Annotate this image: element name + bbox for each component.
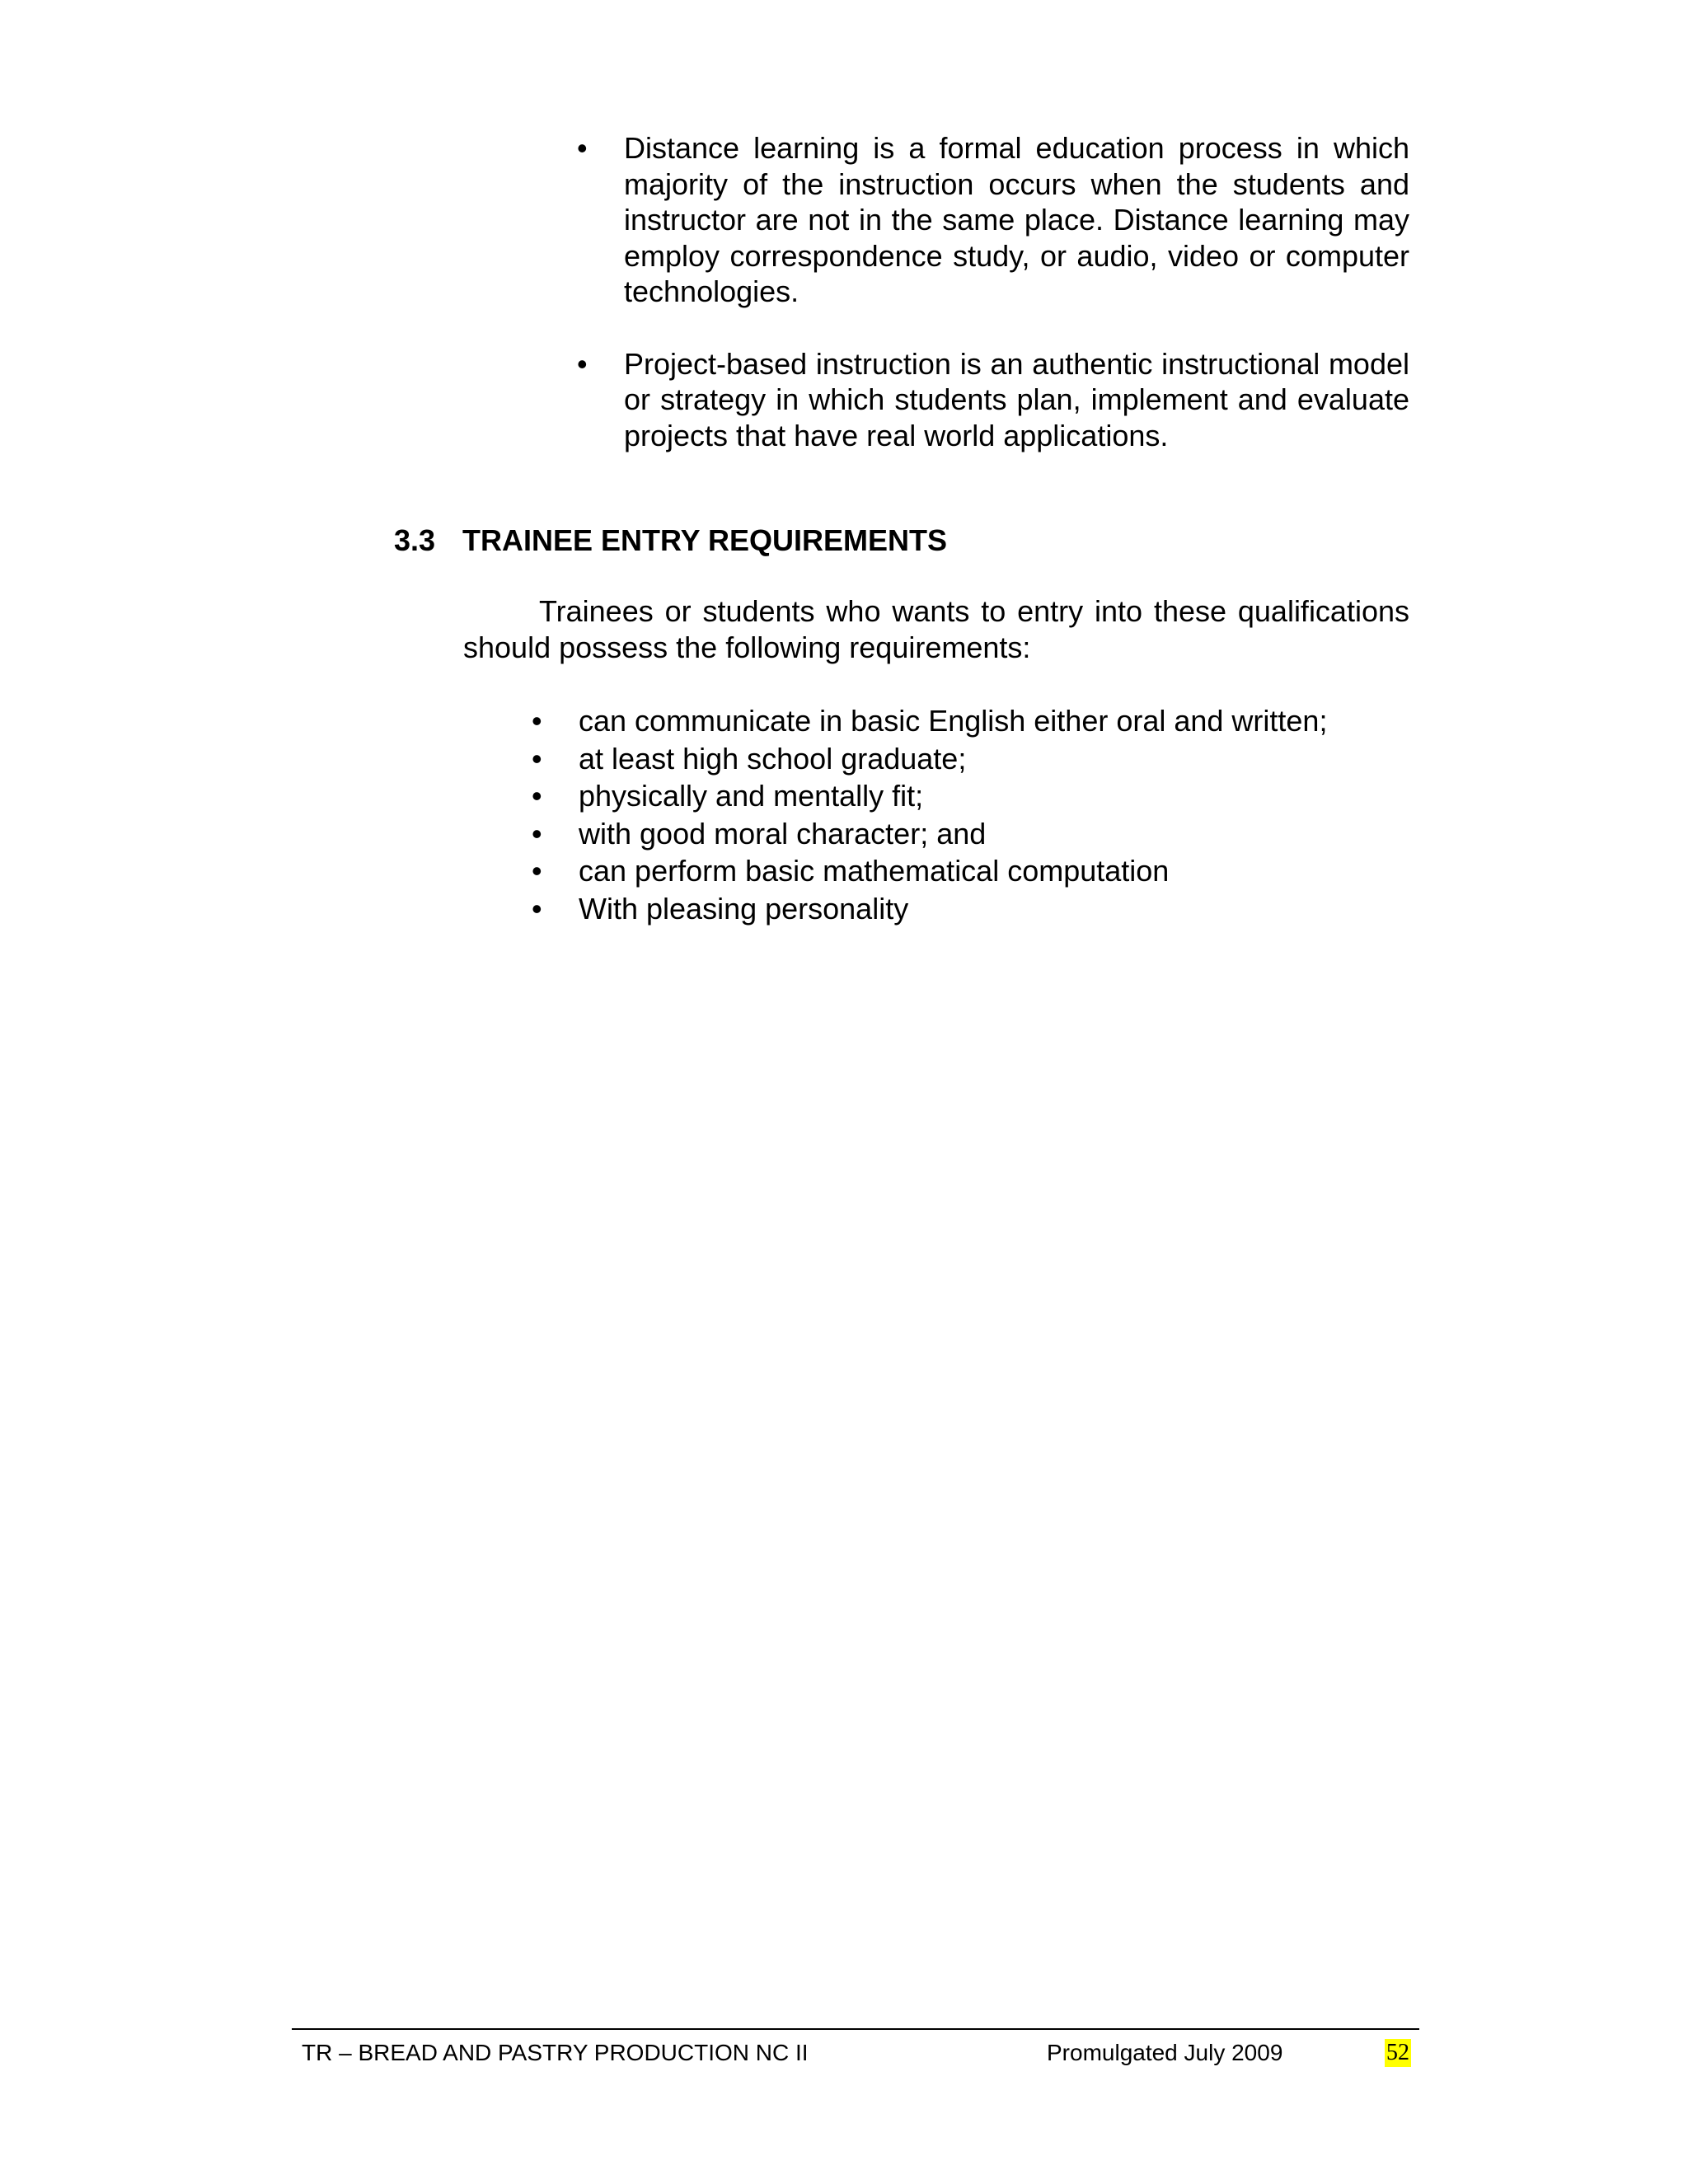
list-item: • can perform basic mathematical computation xyxy=(532,852,1422,890)
list-item: • Project-based instruction is an authentic instructional model or strategy in which students plan, implement and evaluate projects that have real world applications. xyxy=(577,346,1409,454)
footer-divider xyxy=(292,2028,1419,2030)
footer-promulgation-date: Promulgated July 2009 xyxy=(1047,2040,1283,2065)
list-item: • physically and mentally fit; xyxy=(532,777,1422,815)
list-item: • with good moral character; and xyxy=(532,815,1422,853)
section-heading xyxy=(394,523,947,559)
footer-page-number: 52 xyxy=(1386,2040,1409,2065)
section-title: TRAINEE ENTRY REQUIREMENTS xyxy=(462,523,948,557)
section-number: 3.3 xyxy=(394,523,436,557)
instruction-methods-list xyxy=(577,130,1409,490)
list-item: • Distance learning is a formal education process in which majority of the instruction occurs when the students and instructor are not in the same place. Distance learning may employ correspondence study, or audio, video or computer technologies. xyxy=(577,130,1409,310)
entry-requirements-list xyxy=(532,702,1422,927)
list-item: • can communicate in basic English either oral and written; xyxy=(532,702,1422,740)
list-item: • at least high school graduate; xyxy=(532,740,1422,778)
section-intro-paragraph: Trainees or students who wants to entry into these qualifications should possess the following requirements: xyxy=(463,594,1409,664)
list-item: • With pleasing personality xyxy=(532,890,1422,928)
footer-document-title: TR – BREAD AND PASTRY PRODUCTION NC II xyxy=(302,2040,809,2065)
